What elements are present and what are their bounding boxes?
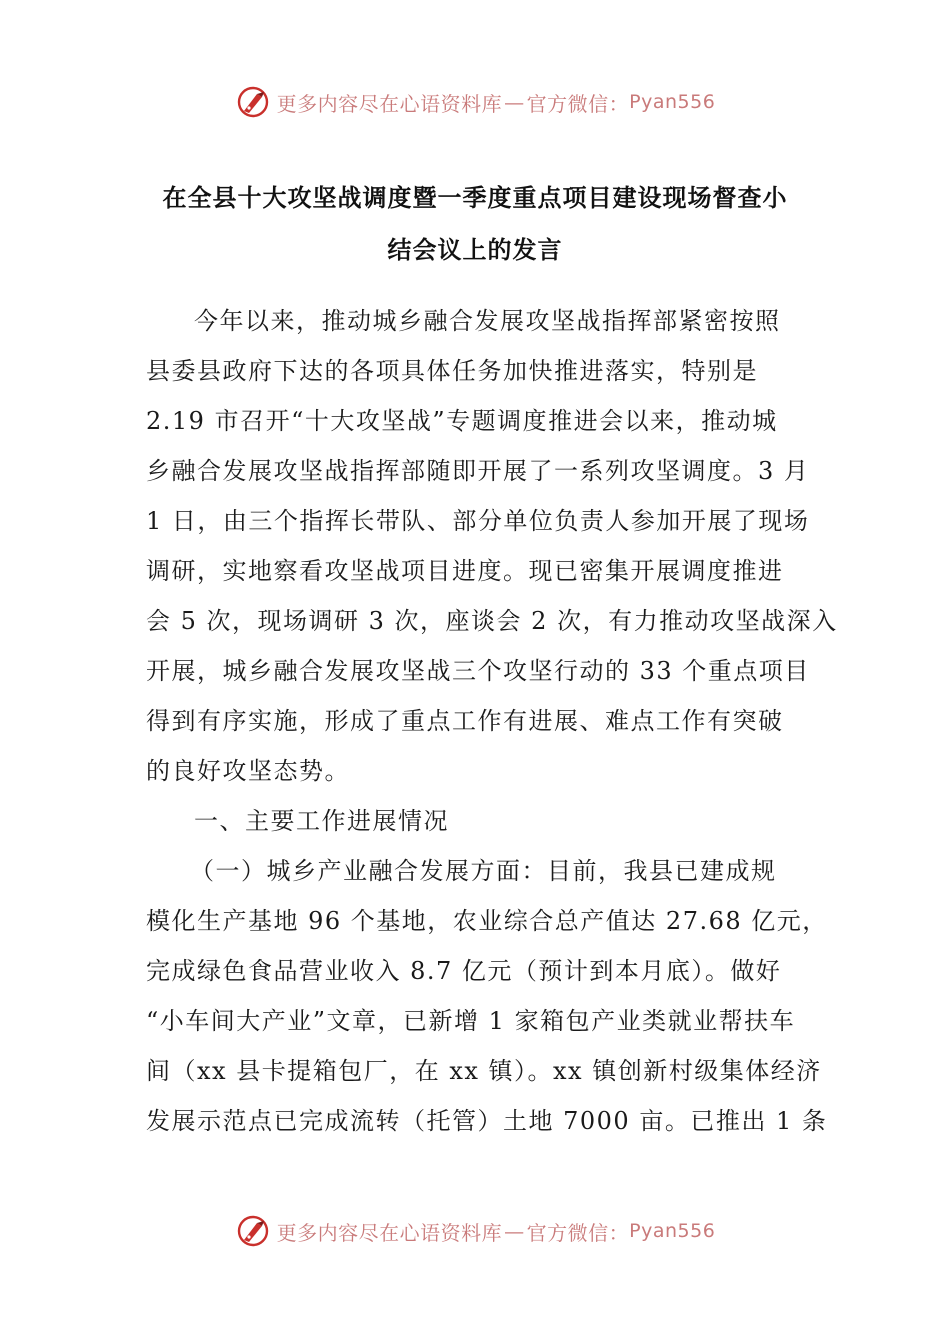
- pen-nib-circle-icon: [235, 84, 271, 120]
- body-line: 间（xx 县卡提箱包厂，在 xx 镇）。xx 镇创新村级集体经济: [146, 1057, 822, 1085]
- document-title: [110, 172, 840, 276]
- header-watermark: [0, 82, 950, 122]
- body-line: 县委县政府下达的各项具体任务加快推进落实，特别是: [146, 357, 758, 385]
- title-line-2: 结会议上的发言: [387, 236, 563, 264]
- watermark-id: Pyan556: [629, 1220, 716, 1242]
- watermark-brand: 更多内容尽在心语资料库: [276, 1220, 503, 1245]
- body-line: （一）城乡产业融合发展方面：目前，我县已建成规: [190, 857, 777, 885]
- body-line: 发展示范点已完成流转（托管）土地 7000 亩。已推出 1 条: [146, 1107, 828, 1135]
- body-line: 今年以来，推动城乡融合发展攻坚战指挥部紧密按照: [194, 307, 781, 335]
- document-body: [146, 296, 838, 1146]
- body-line: 完成绿色食品营业收入 8.7 亿元（预计到本月底）。做好: [146, 957, 782, 985]
- body-line: 开展，城乡融合发展攻坚战三个攻坚行动的 33 个重点项目: [146, 657, 810, 685]
- section-heading: 一、主要工作进展情况: [194, 807, 449, 835]
- footer-watermark: [0, 1211, 950, 1251]
- body-line: 的良好攻坚态势。: [146, 757, 350, 785]
- watermark-separator: —: [504, 1219, 525, 1243]
- body-line: 调研，实地察看攻坚战项目进度。现已密集开展调度推进: [146, 557, 784, 585]
- body-line: 得到有序实施，形成了重点工作有进展、难点工作有突破: [146, 707, 784, 735]
- body-line: “小车间大产业”文章，已新增 1 家箱包产业类就业帮扶车: [146, 1007, 796, 1035]
- body-line: 模化生产基地 96 个基地，农业综合总产值达 27.68 亿元，: [146, 907, 828, 935]
- body-line: 1 日，由三个指挥长带队、部分单位负责人参加开展了现场: [146, 507, 810, 535]
- watermark-label: 官方微信：: [526, 1220, 630, 1245]
- watermark-brand: 更多内容尽在心语资料库: [276, 91, 503, 116]
- pen-nib-circle-icon: [235, 1213, 271, 1249]
- body-line: 乡融合发展攻坚战指挥部随即开展了一系列攻坚调度。3 月: [146, 457, 810, 485]
- watermark-label: 官方微信：: [526, 91, 630, 116]
- body-line: 会 5 次，现场调研 3 次，座谈会 2 次，有力推动攻坚战深入: [146, 607, 838, 635]
- watermark-separator: —: [504, 90, 525, 114]
- title-line-1: 在全县十大攻坚战调度暨一季度重点项目建设现场督查小: [162, 184, 788, 212]
- body-line: 2.19 市召开“十大攻坚战”专题调度推进会以来，推动城: [146, 407, 778, 435]
- watermark-id: Pyan556: [629, 91, 716, 113]
